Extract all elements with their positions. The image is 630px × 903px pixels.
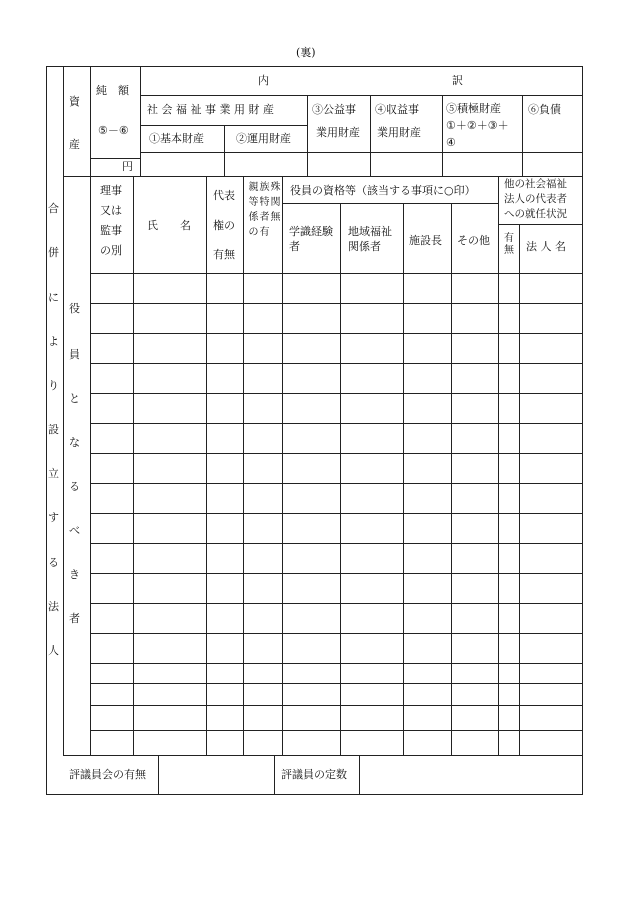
breakdown-label-char: 訳: [452, 74, 463, 87]
net-amount-formula: ⑤－⑥: [98, 124, 129, 137]
breakdown-label-char: 内: [258, 74, 269, 87]
representative-right-header: 代表: [213, 189, 235, 202]
representative-right-header: 有無: [213, 248, 235, 261]
director-or-auditor-header: 監事: [100, 224, 122, 237]
councillor-quota-label: 評議員の定数: [281, 768, 347, 781]
council-presence-label: 評議員会の有無: [69, 768, 146, 781]
community-welfare-header: 地域福祉: [348, 225, 392, 238]
liabilities-label: ⑥負債: [528, 103, 561, 116]
relatives-char: 無: [270, 212, 281, 223]
relatives-char: 者: [259, 212, 270, 223]
outer-label-char: り: [48, 379, 59, 392]
other-corp-rep-header: への就任状況: [504, 208, 567, 220]
relatives-char: 親: [248, 182, 259, 193]
community-welfare-header: 関係者: [348, 240, 381, 253]
name-header: 氏 名: [147, 219, 191, 232]
council-presence-field[interactable]: [160, 757, 273, 793]
relatives-char: [270, 228, 281, 243]
assets-label-char: 資: [69, 95, 80, 108]
academic-experience-header: 学識経験: [289, 225, 333, 238]
assets-label-char: 産: [69, 138, 80, 151]
presence-char: 有: [504, 233, 514, 244]
page-label: (裏): [296, 46, 316, 59]
officers-label-char: る: [69, 480, 80, 493]
relatives-header: [248, 183, 281, 263]
officers-section-label: [69, 300, 83, 640]
other-corp-rep-header: 法人の代表者: [504, 193, 567, 205]
relatives-char: 係: [248, 212, 259, 223]
yen-unit: 円: [122, 160, 133, 173]
officers-label-char: と: [69, 392, 80, 405]
officers-label-char: 者: [69, 612, 80, 625]
director-or-auditor-header: の別: [100, 244, 122, 257]
director-or-auditor-header: 理事: [100, 184, 122, 197]
officers-label-char: き: [69, 568, 80, 581]
relatives-char: 関: [270, 197, 281, 208]
outer-label-char: 立: [48, 467, 59, 480]
presence-header: [502, 233, 516, 257]
officers-label-char: べ: [69, 524, 80, 537]
relatives-char: 族: [259, 182, 270, 193]
councillor-quota-field[interactable]: [361, 757, 581, 793]
relatives-char: 殊: [270, 182, 281, 193]
public-interest-property-label: 業用財産: [316, 126, 360, 139]
outer-label-char: 人: [48, 644, 59, 657]
outer-label-char: る: [48, 556, 59, 569]
social-welfare-property-label: 社 会 福 祉 事 業 用 財 産: [147, 103, 274, 116]
public-interest-property-label: ③公益事: [312, 103, 356, 116]
relatives-char: 等: [248, 197, 259, 208]
revenue-property-label: ④収益事: [375, 103, 419, 116]
relatives-char: 有: [259, 227, 270, 238]
officers-label-char: 役: [69, 302, 80, 315]
positive-assets-formula: ④: [446, 136, 456, 149]
director-or-auditor-header: 又は: [100, 204, 122, 217]
basic-property-label: ①基本財産: [149, 132, 204, 145]
positive-assets-label: ⑤積極財産: [446, 102, 501, 115]
operating-property-label: ②運用財産: [236, 132, 291, 145]
outer-section-label: [48, 200, 62, 660]
outer-label-char: 合: [48, 202, 59, 215]
outer-label-char: 併: [48, 246, 59, 259]
revenue-property-label: 業用財産: [377, 126, 421, 139]
corporation-name-header: 法 人 名: [526, 240, 566, 253]
positive-assets-formula: ①＋②＋③＋: [446, 119, 509, 132]
outer-label-char: に: [48, 291, 59, 304]
officers-label-char: 員: [69, 348, 80, 361]
outer-label-char: 設: [48, 423, 59, 436]
outer-label-char: す: [48, 511, 59, 524]
other-header: その他: [457, 234, 490, 247]
facility-director-header: 施設長: [409, 234, 442, 247]
academic-experience-header: 者: [289, 240, 300, 253]
relatives-char: の: [248, 227, 259, 238]
outer-label-char: よ: [48, 335, 59, 348]
relatives-char: 特: [259, 197, 270, 208]
other-corp-rep-header: 他の社会福祉: [504, 178, 567, 190]
outer-label-char: 法: [48, 600, 59, 613]
qualifications-header: 役員の資格等（該当する事項に○印）: [290, 184, 476, 197]
net-amount-label: 純 額: [96, 84, 129, 97]
representative-right-header: 権の: [213, 219, 235, 232]
officers-label-char: な: [69, 436, 80, 449]
presence-char: 無: [504, 245, 514, 256]
